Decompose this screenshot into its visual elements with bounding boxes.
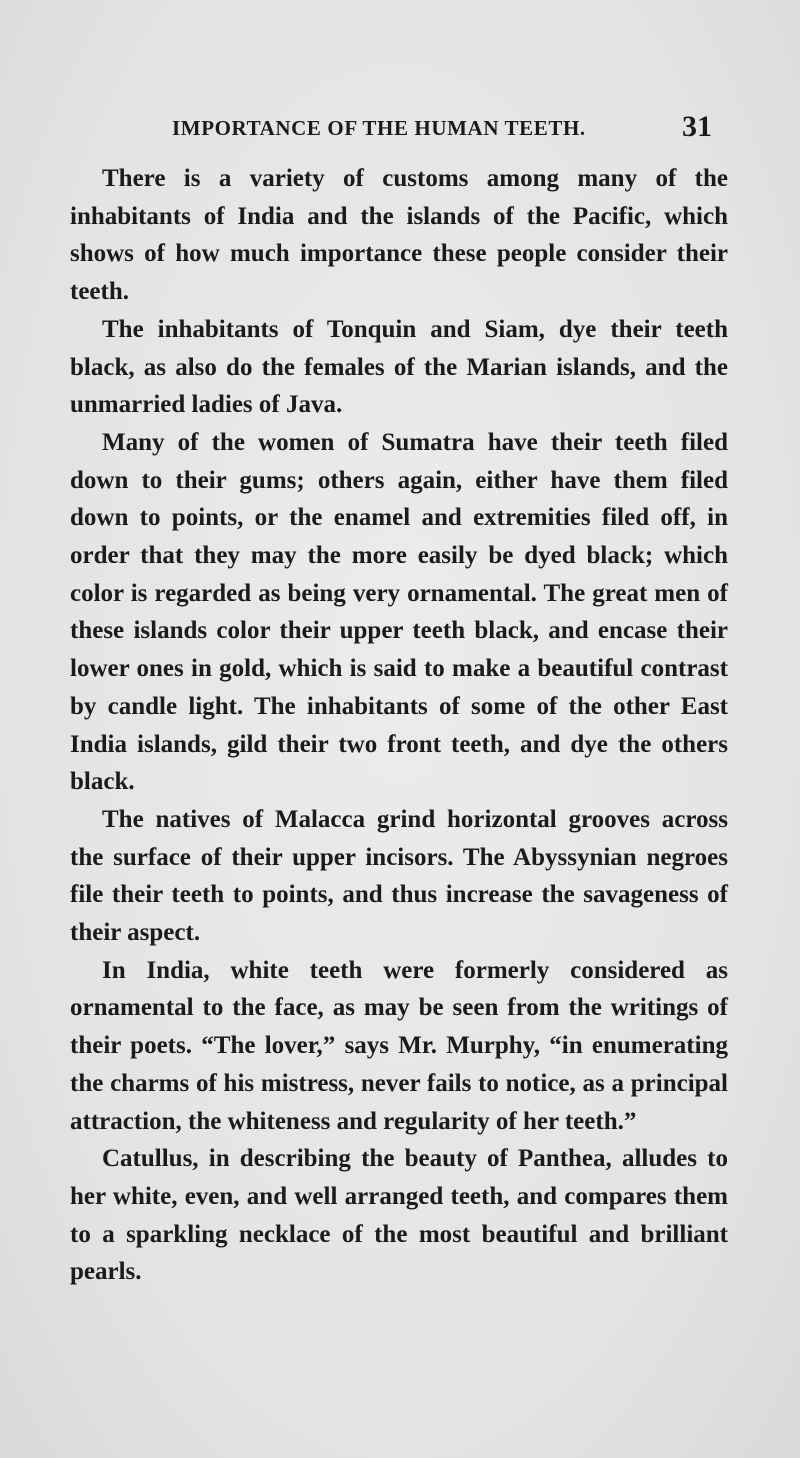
- page-number: 31: [682, 110, 712, 143]
- paragraph-tonquin-siam: The inhabitants of Tonquin and Siam, dye their teeth black, as also do the females of the Marian islands, and the unmarried ladies of Java.: [70, 315, 728, 419]
- page-header: [172, 110, 712, 150]
- paragraph-customs: There is a variety of customs among many of the inhabitants of India and the islands of the Pacific, which shows of how much importance these people consider their teeth.: [70, 165, 728, 306]
- paragraph-india: In India, white teeth were formerly considered as ornamental to the face, as may be seen from the writings of their poets. “The lover,” says Mr. Murphy, “in enumerating the charms of his mistress, never fails to notice, as a principal attraction, the whiteness and regularity of her teeth.”: [70, 956, 728, 1135]
- paragraph-catullus: Catullus, in describing the beauty of Panthea, alludes to her white, even, and well arranged teeth, and compares them to a sparkling necklace of the most beautiful and brilliant pearls.: [70, 1145, 728, 1286]
- paragraph-sumatra: Many of the women of Sumatra have their teeth filed down to their gums; others again, either have them filed down to points, or the enamel and extremities filed off, in order that they may the more easily be dyed black; which color is regarded as being very ornamental. The great men of these islands color their upper teeth black, and encase their lower ones in gold, which is said to make a beautiful contrast by candle light. The inhabitants of some of the other East India islands, gild their two front teeth, and dye the others black.: [70, 428, 728, 796]
- body-text: [70, 160, 728, 1291]
- paragraph-malacca: The natives of Malacca grind horizontal grooves across the surface of their upper incisors. The Abyssynian negroes file their teeth to points, and thus increase the savageness of their aspect.: [70, 805, 728, 947]
- running-head: IMPORTANCE OF THE HUMAN TEETH.: [172, 116, 586, 140]
